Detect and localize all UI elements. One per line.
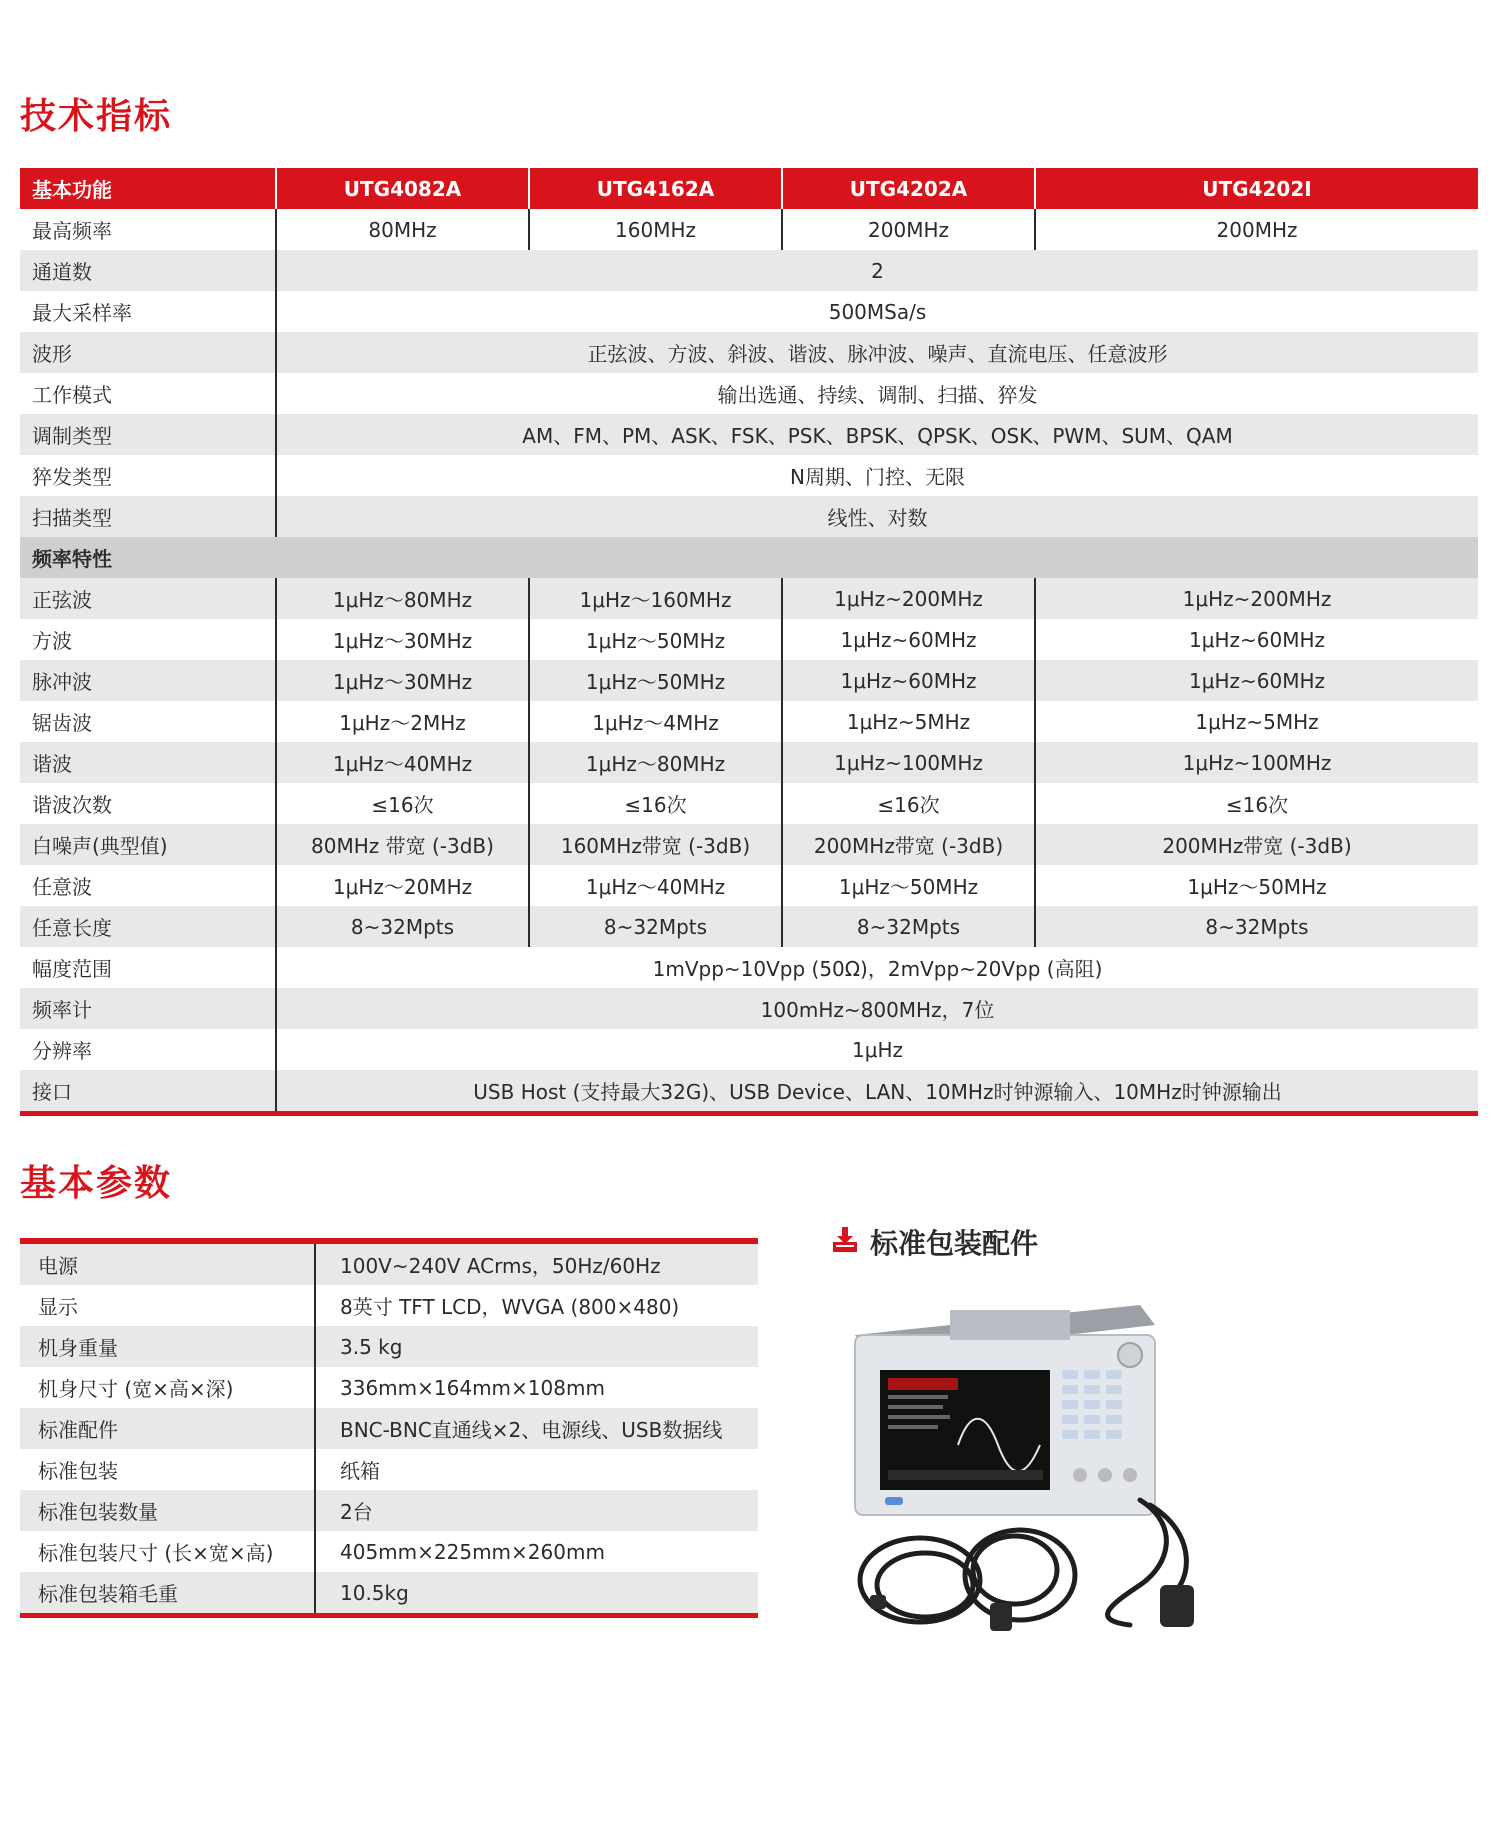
- spec-row-value: 1μHz～40MHz: [276, 742, 529, 783]
- basic-param-value: 336mm×164mm×108mm: [315, 1367, 758, 1408]
- spec-row-value: ≤16次: [276, 783, 529, 824]
- basic-param-row: [20, 1490, 758, 1531]
- spec-row: [20, 1070, 1478, 1114]
- spec-row-value: 1μHz～50MHz: [782, 865, 1035, 906]
- spec-row: [20, 578, 1478, 619]
- spec-row: [20, 906, 1478, 947]
- basic-param-row: [20, 1326, 758, 1367]
- spec-row-label: 接口: [20, 1070, 276, 1114]
- spec-row-value: 8~32Mpts: [529, 906, 782, 947]
- spec-row-label: 脉冲波: [20, 660, 276, 701]
- spec-row-value: 1μHz~5MHz: [782, 701, 1035, 742]
- spec-row-value: 1μHz~100MHz: [782, 742, 1035, 783]
- spec-row-label: 白噪声(典型值): [20, 824, 276, 865]
- basic-param-value: 100V~240V ACrms，50Hz/60Hz: [315, 1241, 758, 1285]
- basic-param-value: 3.5 kg: [315, 1326, 758, 1367]
- spec-row-value: 2: [276, 250, 1478, 291]
- basic-param-value: 纸箱: [315, 1449, 758, 1490]
- basic-param-label: 标准配件: [20, 1408, 315, 1449]
- header-cell-utg4082a: UTG4082A: [276, 168, 529, 209]
- basic-param-row: [20, 1531, 758, 1572]
- basic-param-value: 8英寸 TFT LCD，WVGA (800×480): [315, 1285, 758, 1326]
- spec-row: [20, 824, 1478, 865]
- spec-row-value: 1μHz～160MHz: [529, 578, 782, 619]
- spec-row-value: 1μHz: [276, 1029, 1478, 1070]
- spec-row-value: 1μHz~60MHz: [1035, 619, 1478, 660]
- spec-row-value: 1mVpp~10Vpp (50Ω)，2mVpp~20Vpp (高阻): [276, 947, 1478, 988]
- spec-row-value: USB Host (支持最大32G)、USB Device、LAN、10MHz时钟源输入、10MHz时钟源输出: [276, 1070, 1478, 1114]
- spec-row-value: 1μHz～80MHz: [276, 578, 529, 619]
- spec-row: [20, 619, 1478, 660]
- spec-row-label: 谐波: [20, 742, 276, 783]
- spec-row-value: 1μHz～2MHz: [276, 701, 529, 742]
- basic-param-label: 标准包装箱毛重: [20, 1572, 315, 1616]
- basic-param-row: [20, 1367, 758, 1408]
- spec-row-value: 1μHz～50MHz: [529, 619, 782, 660]
- spec-row-value: 100mHz~800MHz，7位: [276, 988, 1478, 1029]
- download-box-icon: [830, 1225, 860, 1259]
- spec-row-value: 正弦波、方波、斜波、谐波、脉冲波、噪声、直流电压、任意波形: [276, 332, 1478, 373]
- spec-row-value: N周期、门控、无限: [276, 455, 1478, 496]
- spec-row-value: 1μHz~200MHz: [1035, 578, 1478, 619]
- spec-row-label: 锯齿波: [32, 711, 92, 735]
- basic-param-label: 电源: [20, 1241, 315, 1285]
- basic-param-row: [20, 1285, 758, 1326]
- spec-row: [20, 291, 1478, 332]
- spec-row-value: 8~32Mpts: [276, 906, 529, 947]
- spec-row-label: 最高频率: [32, 219, 112, 243]
- spec-row-value: 1μHz～30MHz: [276, 660, 529, 701]
- spec-row-value: AM、FM、PM、ASK、FSK、PSK、BPSK、QPSK、OSK、PWM、SUM、QAM: [276, 414, 1478, 455]
- spec-row-label: 任意长度: [20, 906, 276, 947]
- spec-row: [20, 865, 1478, 906]
- spec-row-value: 1μHz~60MHz: [782, 619, 1035, 660]
- spec-row: [20, 701, 1478, 742]
- basic-param-row: [20, 1241, 758, 1285]
- spec-row-value: 200MHz: [782, 209, 1035, 250]
- spec-row-value: 1μHz~5MHz: [1035, 701, 1478, 742]
- spec-row: [20, 209, 1478, 250]
- basic-param-row: [20, 1572, 758, 1616]
- spec-row-label: 通道数: [20, 250, 276, 291]
- spec-row: [20, 455, 1478, 496]
- spec-row: [20, 742, 1478, 783]
- spec-row: [20, 947, 1478, 988]
- product-photo: [840, 1285, 1240, 1645]
- spec-row-value: 1μHz～40MHz: [529, 865, 782, 906]
- spec-section-title: 技术指标: [20, 96, 173, 137]
- spec-row-label: 扫描类型: [20, 496, 276, 537]
- spec-row-value: 1μHz～30MHz: [276, 619, 529, 660]
- header-cell-utg4162a: UTG4162A: [529, 168, 782, 209]
- spec-row-label: 分辨率: [32, 1039, 92, 1063]
- spec-row: [20, 414, 1478, 455]
- basic-param-label: 标准包装数量: [20, 1490, 315, 1531]
- spec-row-label: 调制类型: [20, 414, 276, 455]
- spec-section-label: 频率特性: [20, 537, 1478, 578]
- spec-row: [20, 783, 1478, 824]
- spec-row-value: ≤16次: [1035, 783, 1478, 824]
- basic-param-label: 标准包装尺寸 (长×宽×高): [38, 1541, 274, 1565]
- spec-row-value: 1μHz~60MHz: [782, 660, 1035, 701]
- spec-row-value: 200MHz: [1035, 209, 1478, 250]
- basic-param-row: [20, 1449, 758, 1490]
- spec-row-value: 8~32Mpts: [1035, 906, 1478, 947]
- spec-row-label: 谐波次数: [32, 793, 112, 817]
- basic-param-label: 机身尺寸 (宽×高×深): [38, 1377, 234, 1401]
- spec-row-value: 1μHz~60MHz: [1035, 660, 1478, 701]
- spec-row-value: ≤16次: [529, 783, 782, 824]
- spec-row-label: 工作模式: [32, 383, 112, 407]
- spec-row-label: 波形: [20, 332, 276, 373]
- basic-section-title: 基本参数: [20, 1163, 173, 1204]
- spec-row: [20, 537, 1478, 578]
- spec-row-label: 方波: [32, 629, 72, 653]
- spec-row-value: 1μHz～20MHz: [276, 865, 529, 906]
- spec-row-value: 80MHz 带宽 (-3dB): [276, 824, 529, 865]
- basic-param-value: 405mm×225mm×260mm: [315, 1531, 758, 1572]
- spec-row-value: 输出选通、持续、调制、扫描、猝发: [276, 373, 1478, 414]
- spec-row-value: 1μHz～80MHz: [529, 742, 782, 783]
- header-cell-utg4202i: UTG4202I: [1035, 168, 1478, 209]
- spec-row-label: 最大采样率: [32, 301, 132, 325]
- header-cell-utg4202a: UTG4202A: [782, 168, 1035, 209]
- spec-row-value: 160MHz带宽 (-3dB): [529, 824, 782, 865]
- packaging-title: 标准包装配件: [870, 1227, 1039, 1260]
- spec-row: [20, 373, 1478, 414]
- packaging-header: [830, 1222, 1038, 1262]
- basic-params-body: [20, 1241, 758, 1616]
- basic-params-table: [20, 1238, 758, 1618]
- basic-param-value: BNC-BNC直通线×2、电源线、USB数据线: [315, 1408, 758, 1449]
- spec-row: [20, 496, 1478, 537]
- basic-param-label: 机身重量: [20, 1326, 315, 1367]
- spec-row: [20, 660, 1478, 701]
- spec-row-value: 200MHz带宽 (-3dB): [1035, 824, 1478, 865]
- spec-table: [20, 168, 1478, 1116]
- spec-row-value: 1μHz~200MHz: [782, 578, 1035, 619]
- spec-row-label: 任意波: [32, 875, 92, 899]
- spec-table-header: [20, 168, 1478, 209]
- basic-param-row: [20, 1408, 758, 1449]
- spec-row-value: 160MHz: [529, 209, 782, 250]
- spec-row-label: 幅度范围: [32, 957, 112, 981]
- header-cell-function: 基本功能: [20, 168, 276, 209]
- spec-row: [20, 988, 1478, 1029]
- spec-row-value: 1μHz~100MHz: [1035, 742, 1478, 783]
- spec-row-value: ≤16次: [782, 783, 1035, 824]
- spec-row-value: 500MSa/s: [276, 291, 1478, 332]
- spec-row-label: 频率计: [20, 988, 276, 1029]
- spec-row-value: 200MHz带宽 (-3dB): [782, 824, 1035, 865]
- spec-row-value: 8~32Mpts: [782, 906, 1035, 947]
- basic-param-value: 2台: [315, 1490, 758, 1531]
- spec-row-label: 正弦波: [20, 578, 276, 619]
- spec-row-value: 线性、对数: [276, 496, 1478, 537]
- spec-table-body: [20, 209, 1478, 1114]
- spec-row-value: 80MHz: [276, 209, 529, 250]
- basic-param-label: 显示: [38, 1295, 78, 1319]
- basic-param-value: 10.5kg: [315, 1572, 758, 1616]
- spec-row: [20, 332, 1478, 373]
- basic-param-label: 标准包装: [38, 1459, 118, 1483]
- spec-row: [20, 1029, 1478, 1070]
- spec-row-value: 1μHz～50MHz: [1035, 865, 1478, 906]
- spec-row-value: 1μHz～4MHz: [529, 701, 782, 742]
- spec-row-label: 猝发类型: [32, 465, 112, 489]
- spec-row-value: 1μHz～50MHz: [529, 660, 782, 701]
- spec-row: [20, 250, 1478, 291]
